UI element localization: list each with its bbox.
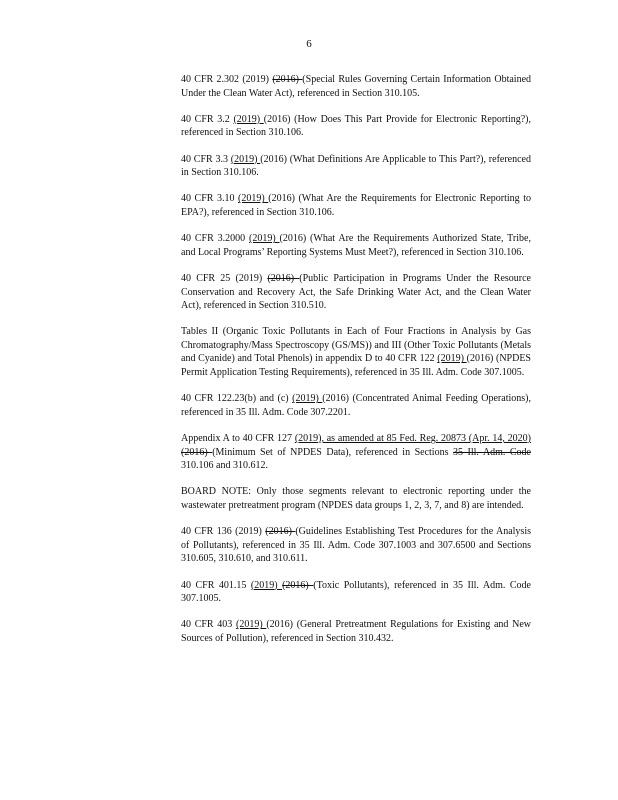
text-run: (2016) (Concentrated Animal Feeding Operations), referenced in 35 Ill. Adm. Code 307.2201. <box>181 393 531 418</box>
inserted-text: (2019) <box>235 619 267 631</box>
text-run: (Guidelines Establishing Test Procedures for the Analysis of Pollutants), referenced in 35 Ill. Adm. Code 307.1003 and 307.6500 and Sections 310.605, 310.610, and 310.611. <box>181 526 531 565</box>
text-run: 40 CFR 401.15 <box>181 579 251 591</box>
reference-paragraph <box>181 73 531 100</box>
reference-paragraph <box>181 432 531 473</box>
text-run: (2016) (What Are the Requirements Authorized State, Tribe, and Local Programs’ Reporting Systems Must Meet?), referenced in Section 310.106. <box>181 233 531 258</box>
reference-paragraph <box>181 392 531 419</box>
inserted-text: (2019) <box>292 393 323 405</box>
deleted-text: (2016) <box>267 272 300 284</box>
inserted-text: (2019) <box>230 153 261 165</box>
text-run: (Toxic Pollutants), referenced in 35 Ill. Adm. Code 307.1005. <box>181 579 531 605</box>
inserted-text: (2019) <box>249 233 280 245</box>
inserted-text: (2019) <box>250 579 283 591</box>
text-run: 40 CFR 3.10 <box>181 193 239 205</box>
text-run: 40 CFR 2.302 (2019) <box>181 74 273 85</box>
reference-paragraph <box>181 579 531 606</box>
inserted-text: (2019) <box>437 353 467 365</box>
text-run: 40 CFR 3.3 <box>181 153 231 165</box>
text-run: 40 CFR 122.23(b) and (c) <box>181 393 293 405</box>
text-run: (2016) (How Does This Part Provide for Electronic Reporting?), referenced in Section 310.106. <box>181 113 531 139</box>
text-run: BOARD NOTE: Only those segments relevant to electronic reporting under the wastewater pretreatment program (NPDES data groups 1, 2, 3, 7, and 8) are intended. <box>181 486 531 511</box>
text-run: (2016) (What Definitions Are Applicable to This Part?), referenced in Section 310.106. <box>181 153 531 179</box>
reference-paragraph <box>181 485 531 512</box>
text-run: (Minimum Set of NPDES Data), referenced in Sections <box>212 446 453 458</box>
reference-paragraph <box>181 272 531 313</box>
text-run: (2016) (What Are the Requirements for Electronic Reporting to EPA?), referenced in Section 310.106. <box>181 193 531 218</box>
deleted-text: (2016) <box>282 579 314 591</box>
deleted-text: (2016) <box>181 446 213 458</box>
reference-paragraph <box>181 153 531 180</box>
page-number: 6 <box>306 38 312 50</box>
deleted-text: 35 Ill. Adm. Code <box>453 446 531 458</box>
text-run: (2016) (General Pretreatment Regulations for Existing and New Sources of Pollution), referenced in Section 310.432. <box>181 619 531 644</box>
inserted-text: (2019), as amended at 85 Fed. Reg. 20873 (Apr. 14, 2020) <box>294 433 531 445</box>
text-run: 40 CFR 3.2000 <box>181 233 249 245</box>
text-run: 40 CFR 25 (2019) <box>181 272 268 284</box>
reference-paragraph <box>181 113 531 140</box>
text-run: 40 CFR 403 <box>181 619 236 631</box>
text-run: (Special Rules Governing Certain Information Obtained Under the Clean Water Act), referenced in Section 310.105. <box>181 74 532 99</box>
reference-paragraph <box>181 325 531 379</box>
text-run: Tables II (Organic Toxic Pollutants in Each of Four Fractions in Analysis by Gas Chromatography/Mass Spectroscopy (GS/MS)) and III (Other Toxic Pollutants (Metals and Cyanide) and Total Phenols) in appendix D to 40 CFR 122 <box>181 326 531 365</box>
deleted-text: (2016) <box>265 526 296 538</box>
reference-paragraph <box>181 618 531 645</box>
text-run: (2016) (NPDES Permit Application Testing Requirements), referenced in 35 Ill. Adm. Code 307.1005. <box>181 353 531 379</box>
text-run: 40 CFR 136 (2019) <box>181 526 266 538</box>
reference-paragraph <box>181 525 531 566</box>
deleted-text: (2016) <box>272 74 303 85</box>
inserted-text: (2019) <box>238 193 269 205</box>
text-run: 310.106 and 310.612. <box>181 460 268 472</box>
reference-paragraph <box>181 192 531 219</box>
text-run: (Public Participation in Programs Under the Resource Conservation and Recovery Act, the Safe Drinking Water Act, and the Clean Water Act), referenced in Section 310.510. <box>181 272 532 312</box>
reference-paragraph <box>181 232 531 259</box>
inserted-text: (2019) <box>233 113 264 125</box>
text-run: 40 CFR 3.2 <box>181 113 234 125</box>
document-body <box>181 73 531 658</box>
text-run: Appendix A to 40 CFR 127 <box>181 433 295 445</box>
